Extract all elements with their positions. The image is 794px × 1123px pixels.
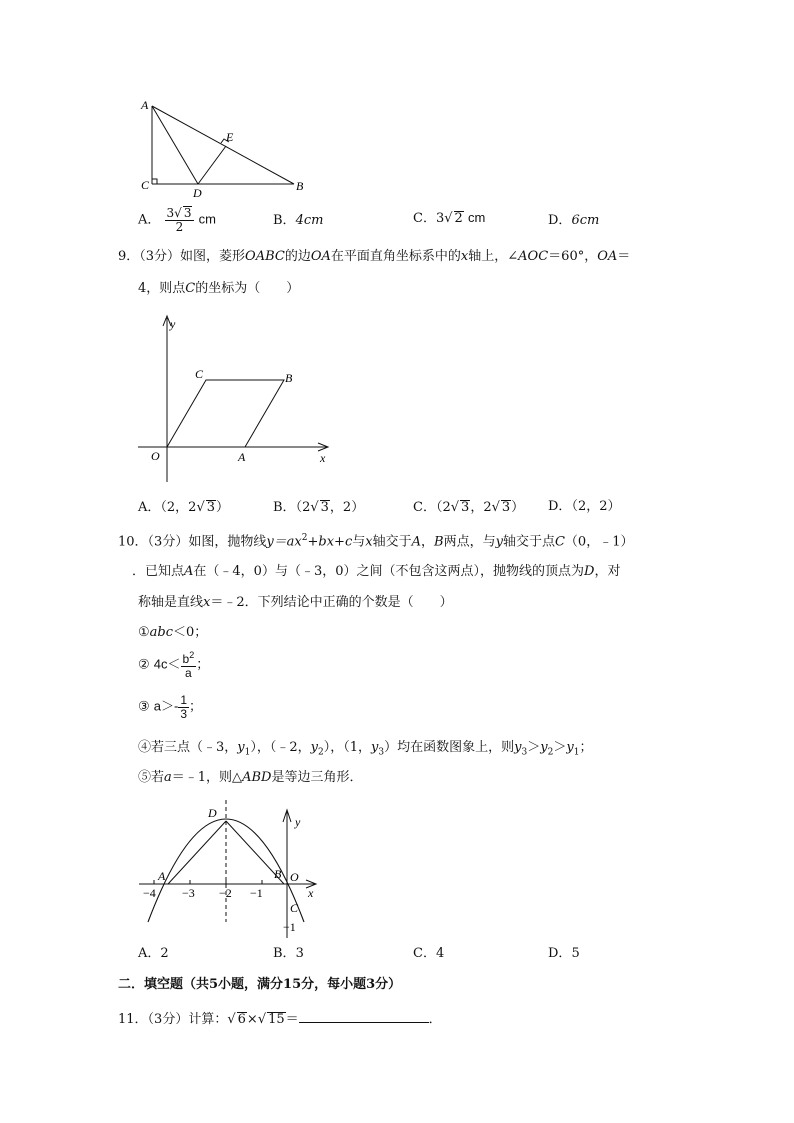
- q8-label-b: B: [296, 179, 304, 193]
- q9-text: 9．（3分）如图，菱形: [118, 249, 246, 264]
- q9-option-a-pre: （2，2: [160, 500, 197, 515]
- q10-option-c-letter: C．: [413, 946, 436, 961]
- q8-option-c-coef: 3: [435, 211, 445, 226]
- q10-text: ＝﹣1，则△: [171, 770, 243, 785]
- q10-text: ，对: [594, 564, 621, 579]
- q9-option-b-post: ，2）: [329, 500, 365, 515]
- q10-y3: y: [514, 740, 522, 755]
- q10-text: ＝﹣2．下列结论中正确的个数是（ ）: [210, 595, 453, 610]
- q10-tick-label-m2: −2: [219, 886, 232, 900]
- q10-y3: y: [371, 740, 379, 755]
- q10-subscript: 2: [547, 747, 554, 758]
- q9-aoc: AOC: [518, 249, 549, 264]
- q8-option-a-coef: 3: [166, 206, 175, 220]
- q10-text: ．已知点: [132, 564, 185, 579]
- q10-y2: y: [310, 740, 319, 755]
- q10-text: ，: [421, 534, 435, 550]
- q10-text: 是等边三角形．: [271, 770, 363, 785]
- q9-text: 在平面直角坐标系中的: [330, 249, 461, 264]
- q9-option-c-post: ）: [511, 500, 525, 515]
- q9-text: 的坐标为（ ）: [195, 281, 300, 296]
- q9-text: 轴上，∠: [468, 249, 519, 264]
- q8-option-a-radicand: 3: [183, 206, 192, 220]
- q10-text: ），（﹣2，: [250, 740, 311, 755]
- q8-option-c: C．3√ 2 cm: [413, 210, 486, 226]
- q10-option-c-text: 4: [435, 946, 445, 961]
- q9-label-a: A: [238, 450, 246, 464]
- q11-equals: ＝: [285, 1012, 299, 1027]
- q10-option-c: [413, 947, 444, 960]
- q10-a: a: [164, 770, 172, 785]
- q10-label-a: A: [158, 869, 166, 883]
- q10-point-a: A: [411, 534, 421, 550]
- q10-text: 轴交于点: [502, 534, 555, 550]
- q10-text: ）均在函数图象上，则: [384, 740, 515, 755]
- q10-text: ；: [196, 657, 210, 673]
- q9-text: ＝: [617, 249, 631, 264]
- q10-tick-label-m3: −3: [182, 886, 195, 900]
- q10-subscript: 3: [521, 747, 528, 758]
- q8-label-a: A: [141, 98, 149, 112]
- q8-option-c-radicand: 2: [454, 211, 463, 226]
- q8-option-d-text: 6cm: [571, 213, 600, 228]
- q10-label-o: O: [290, 870, 299, 884]
- q9-option-c: C．（2√ 3，2√ 3）: [413, 500, 525, 515]
- q10-y1: y: [566, 740, 574, 755]
- q10-text: ＜0；: [173, 625, 208, 640]
- q10-label-c: C: [290, 901, 299, 915]
- q10-tick-label-y-m1: −1: [283, 920, 296, 934]
- q10-equation-exponent: 2: [301, 533, 308, 543]
- q11-period: ．: [428, 1012, 442, 1027]
- q8-option-a-fraction: $\frac{3√ 3}{2}$: [165, 206, 195, 234]
- q9-oabc: OABC: [245, 249, 285, 264]
- q10-point-a: A: [184, 564, 194, 579]
- q10-label-d: D: [208, 806, 217, 820]
- q9-c: C: [185, 281, 196, 296]
- q9-label-c: C: [195, 367, 204, 381]
- q9-option-c-mid: ，2: [470, 500, 492, 515]
- q8-option-b-text: 4cm: [295, 213, 324, 228]
- q9-option-a: A．（2，2√ 3）: [138, 500, 230, 515]
- q10-text: 与: [352, 534, 366, 550]
- q10-option-d: [548, 947, 580, 960]
- q10-text: ＞: [553, 740, 567, 755]
- q10-y: y: [495, 534, 503, 550]
- q9-option-c-letter: C．: [413, 500, 436, 515]
- q8-option-c-letter: C．: [413, 211, 436, 226]
- q10-text: 10．（3分）如图，抛物线: [118, 534, 267, 550]
- q10-text: ＞: [527, 740, 541, 755]
- q10-b: b: [182, 652, 190, 666]
- q9-option-a-letter: A．: [138, 500, 161, 515]
- q9-option-c-radicand: 3: [461, 500, 470, 515]
- q10-x: x: [203, 595, 211, 610]
- q10-option-b-text: 3: [295, 946, 304, 961]
- q10-triangle-ad: [168, 821, 226, 884]
- q9-option-b-radicand: 3: [320, 500, 329, 515]
- q10-numerator: 1: [180, 693, 188, 707]
- q8-label-d: D: [193, 186, 202, 200]
- q9-text: 4，则点: [138, 281, 186, 296]
- q9-text: ＝60°，: [548, 249, 598, 264]
- q10-text: 在（﹣4，0）与（﹣3，0）之间（不包含这两点），抛物线的顶点为: [193, 564, 584, 579]
- q10-text: 称轴是直线: [138, 595, 204, 610]
- q9-option-b: B．（2√ 3，2）: [273, 500, 365, 515]
- q8-option-a-unit: cm: [198, 211, 216, 227]
- q10-equation-rest: +bx+c: [307, 534, 353, 550]
- q10-abd: ABD: [242, 770, 272, 785]
- q10-subscript: 1: [244, 747, 251, 758]
- q10-option-a-text: 2: [160, 946, 169, 961]
- q10-point-b: B: [434, 534, 444, 550]
- q10-text: ；: [579, 740, 593, 755]
- section-2-title: 二．填空题（共5小题，满分15分，每小题3分）: [118, 977, 402, 992]
- q10-option-b: [273, 947, 304, 960]
- q10-text: ），（1，: [323, 740, 372, 755]
- q10-abc: abc: [149, 625, 174, 640]
- q10-y1: y: [237, 740, 245, 755]
- q10-label-y: y: [295, 815, 301, 829]
- q11-stem: 11．（3分）计算：√ 6×√ 15＝ ．: [118, 1012, 442, 1027]
- q10-text: （0，﹣1）: [564, 534, 634, 550]
- q9-text: 的边: [284, 249, 311, 264]
- q10-text: 轴交于: [372, 534, 412, 550]
- q9-option-d-text: （2，2）: [571, 499, 621, 514]
- q10-option-b-letter: B．: [273, 946, 296, 961]
- q8-option-a-letter: A．: [138, 212, 161, 228]
- q8-option-b-letter: B．: [273, 213, 296, 228]
- q9-option-a-radicand: 3: [206, 500, 216, 515]
- q10-option-d-text: 5: [571, 946, 580, 961]
- q9-label-x: x: [320, 451, 326, 465]
- q10-option-d-letter: D．: [548, 946, 572, 961]
- q9-option-b-letter: B．: [273, 500, 296, 515]
- q11-times: ×: [246, 1012, 258, 1027]
- q10-b-exponent: 2: [189, 650, 195, 660]
- q10-subscript: 1: [573, 747, 580, 758]
- q10-text: ⑤若: [138, 770, 165, 785]
- q9-option-b-pre: （2: [295, 500, 311, 515]
- q9-option-c-pre: （2: [435, 500, 451, 515]
- q8-label-e: E: [226, 130, 234, 144]
- q9-label-o: O: [151, 449, 160, 463]
- q9-option-d-letter: D．: [548, 499, 572, 514]
- q9-label-b: B: [285, 371, 293, 385]
- q10-text: a＞-: [153, 698, 179, 714]
- q10-text: ；: [189, 699, 203, 715]
- q10-subscript: 2: [318, 747, 324, 758]
- q10-statement-number: ②: [138, 657, 150, 673]
- q10-tick-label-m1: −1: [250, 886, 263, 900]
- q8-option-d-letter: D．: [548, 213, 572, 228]
- q10-denominator: 3: [180, 706, 188, 721]
- q9-oa: OA: [597, 249, 618, 264]
- q10-y2: y: [540, 740, 548, 755]
- q10-text: ④若三点（﹣3，: [138, 740, 238, 755]
- q11-radicand-2: 15: [268, 1012, 285, 1027]
- q10-option-a: [138, 947, 169, 960]
- q9-label-y: y: [170, 317, 176, 331]
- q10-text: 4c＜: [153, 656, 181, 672]
- q10-tick-label-m4: −4: [143, 886, 156, 900]
- q10-statement-number: ①: [138, 625, 150, 640]
- q9-option-c-radicand2: 3: [501, 500, 511, 515]
- q11-radicand-1: 6: [237, 1012, 246, 1027]
- q10-text: 两点，与: [443, 534, 496, 550]
- q10-label-x: x: [308, 886, 314, 900]
- q10-statement-number: ③: [138, 699, 150, 715]
- q10-subscript: 3: [378, 747, 385, 758]
- q9-option-a-post: ）: [216, 500, 230, 515]
- q9-oa: OA: [310, 249, 331, 264]
- q11-answer-blank[interactable]: [299, 1010, 429, 1023]
- q10-x: x: [365, 534, 373, 550]
- q10-point-c: C: [554, 534, 565, 550]
- q10-equation: y＝ax: [266, 534, 302, 550]
- q8-option-a-den: 2: [175, 220, 184, 235]
- q10-option-a-letter: A．: [138, 946, 161, 961]
- q8-label-c: C: [141, 178, 150, 192]
- q8-option-c-unit: cm: [467, 210, 486, 225]
- q11-text: 11．（3分）计算：: [118, 1012, 228, 1027]
- q9-x: x: [460, 249, 469, 264]
- q10-point-d: D: [584, 564, 595, 579]
- q10-label-b: B: [274, 867, 282, 881]
- q10-a: a: [185, 665, 192, 680]
